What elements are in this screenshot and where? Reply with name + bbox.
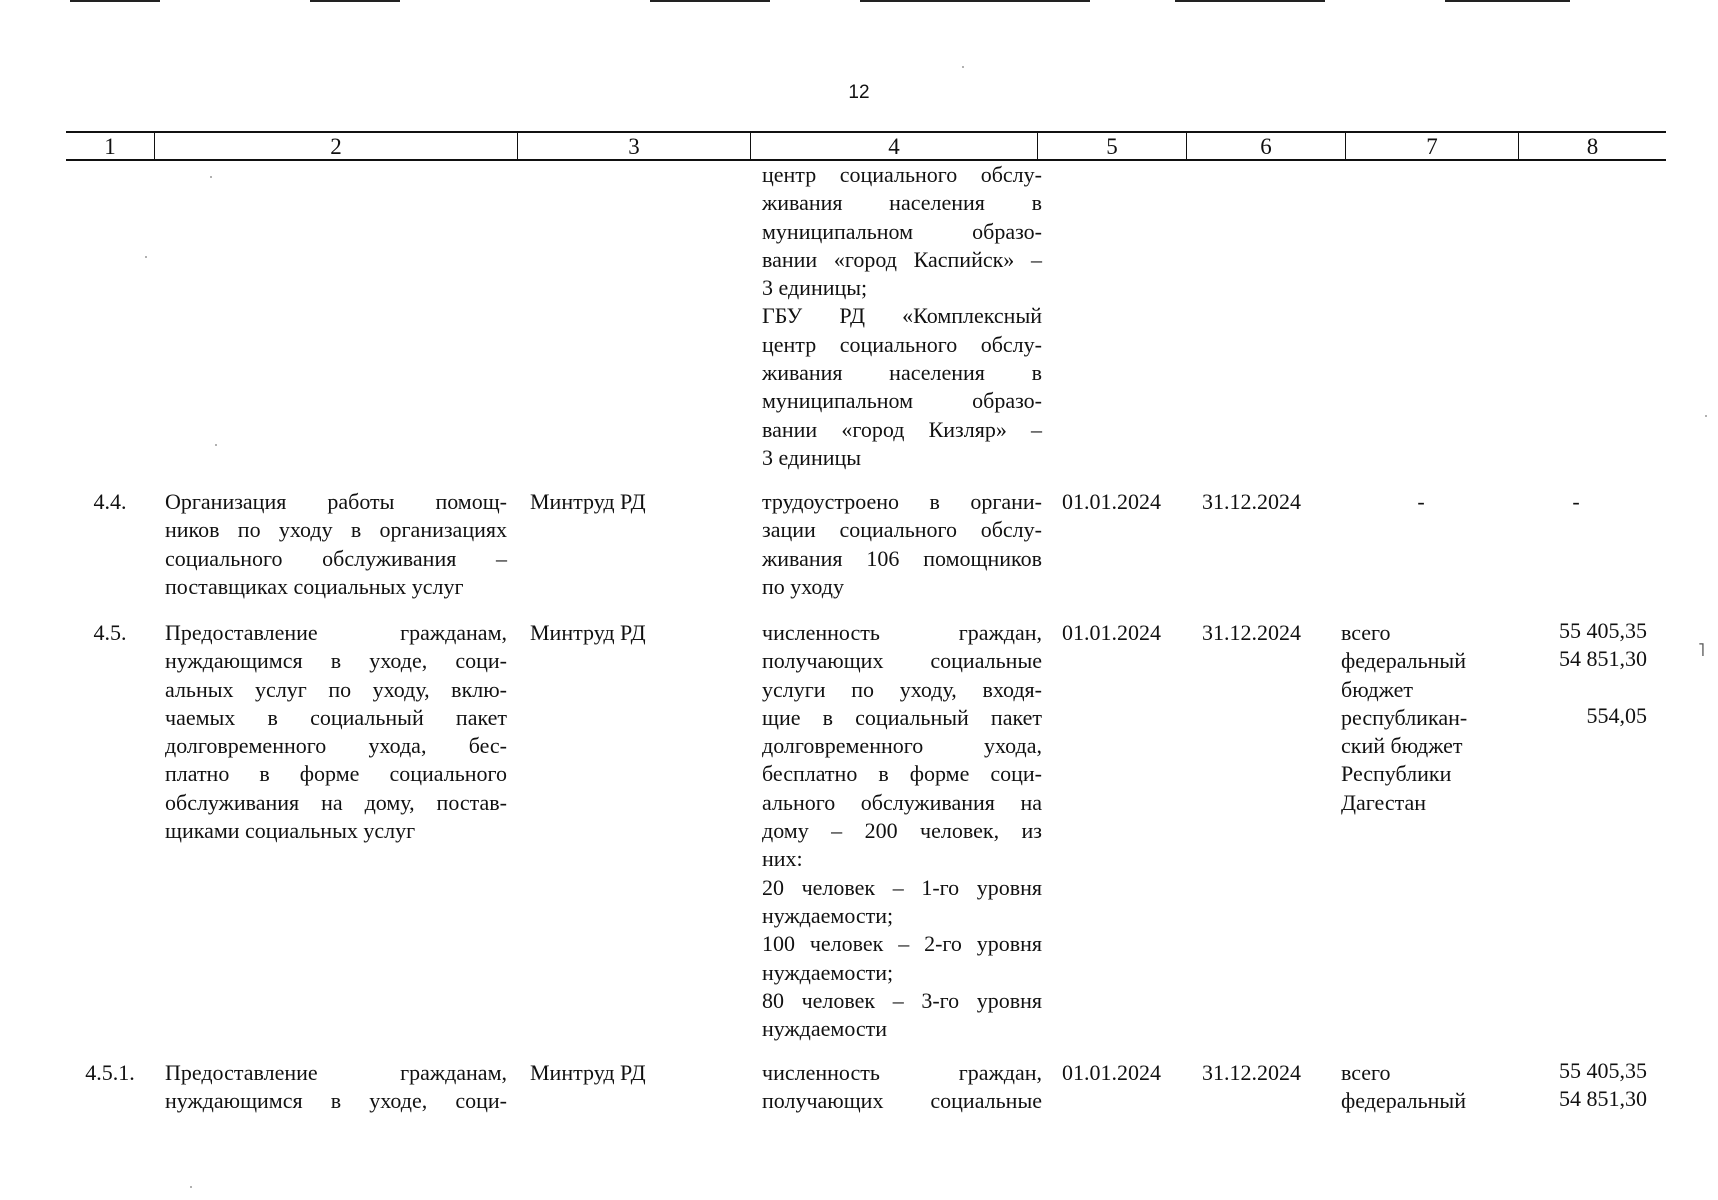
result-cell (762, 1059, 1042, 1116)
scan-edge-mark (70, 0, 160, 2)
row-number: 4.5.1. (85, 1060, 135, 1085)
text-line: Организация работы помощ- (165, 489, 507, 514)
text-line: обслуживания на дому, постав- (165, 789, 507, 815)
scan-edge-mark (860, 0, 1090, 2)
scan-edge-mark (1445, 0, 1570, 2)
header-cell: 5 (1037, 133, 1186, 161)
scan-speck (145, 256, 147, 258)
text-line: ГБУ РД «Комплексный (762, 303, 1042, 329)
text-line: нуждающимся в уходе, соци- (165, 1088, 507, 1114)
text-line: 54 851,30 (1559, 1086, 1647, 1112)
scan-margin-mark: ˥ (1698, 640, 1705, 660)
scan-speck (215, 444, 217, 446)
header-cell: 6 (1186, 133, 1345, 161)
text-line: вании «город Кизляр» – (762, 416, 1042, 442)
text-line: федеральный (1341, 648, 1466, 674)
text-line: Предоставление гражданам, (165, 620, 507, 645)
text-line: центр социального обслу- (762, 162, 1042, 187)
text-line: Дагестан (1341, 789, 1427, 815)
text-line: численность граждан, (762, 620, 1042, 645)
text-line: нуждаемости; (762, 902, 894, 928)
scan-edge-mark (1175, 0, 1325, 2)
amount-cell (1505, 1057, 1647, 1114)
text-line: них: (762, 846, 803, 872)
text-line: ального обслуживания на (762, 789, 1042, 815)
end-date-cell: 31.12.2024 (1202, 620, 1301, 645)
text-line: 55 405,35 (1559, 1058, 1647, 1083)
text-line: - (1572, 489, 1580, 514)
text-line: всего (1341, 620, 1391, 645)
result-cell (762, 619, 1042, 1043)
text-line: Республики (1341, 761, 1452, 787)
text-line: получающих социальные (762, 1088, 1042, 1114)
text-line: социального обслуживания – (165, 545, 507, 571)
scan-edge-mark (650, 0, 770, 2)
measure-name-cell (165, 488, 507, 601)
text-line: 554,05 (1586, 702, 1647, 728)
header-cell: 7 (1345, 133, 1518, 161)
header-cell: 1 (104, 134, 116, 159)
text-line: 100 человек – 2-го уровня (762, 931, 1042, 957)
text-line: ский бюджет (1341, 733, 1463, 759)
end-date-cell: 31.12.2024 (1202, 489, 1301, 514)
text-line: дому – 200 человек, из (762, 818, 1042, 844)
measure-name-cell (165, 1059, 507, 1116)
text-line: живания 106 помощников (762, 545, 1042, 571)
result-cell (762, 488, 1042, 601)
row-number: 4.4. (93, 489, 127, 514)
table-header-row (66, 131, 1666, 161)
text-line: 80 человек – 3-го уровня (762, 987, 1042, 1013)
text-line: нуждающимся в уходе, соци- (165, 648, 507, 674)
header-cell: 8 (1518, 133, 1666, 161)
text-line: щие в социальный пакет (762, 704, 1042, 730)
scan-speck (210, 176, 212, 178)
text-line: долговременного ухода, бес- (165, 733, 507, 759)
text-line: зации социального обслу- (762, 517, 1042, 543)
text-line: нуждаемости; (762, 959, 894, 985)
continuation-result-cell (762, 161, 1042, 472)
scan-speck (190, 1186, 192, 1188)
text-line: щиками социальных услуг (165, 818, 416, 844)
text-line: численность граждан, (762, 1060, 1042, 1085)
text-line: вании «город Каспийск» – (762, 246, 1042, 272)
text-line: получающих социальные (762, 648, 1042, 674)
text-line: 54 851,30 (1559, 646, 1647, 672)
text-line: альных услуг по уходу, вклю- (165, 676, 507, 702)
header-cell: 2 (154, 133, 517, 161)
text-line: долговременного ухода, (762, 733, 1042, 759)
text-line: 3 единицы (762, 444, 862, 470)
end-date-cell: 31.12.2024 (1202, 1060, 1301, 1085)
text-line (1505, 674, 1647, 702)
text-line: бесплатно в форме соци- (762, 761, 1042, 787)
text-line: 20 человек – 1-го уровня (762, 874, 1042, 900)
text-line: центр социального обслу- (762, 331, 1042, 357)
text-line: федеральный (1341, 1088, 1466, 1114)
executor-cell: Минтруд РД (530, 489, 646, 514)
text-line: услуги по уходу, входя- (762, 676, 1042, 702)
text-line: трудоустроено в органи- (762, 489, 1042, 514)
text-line: - (1417, 489, 1425, 514)
page-number: 12 (848, 82, 870, 103)
start-date-cell: 01.01.2024 (1062, 489, 1161, 514)
executor-cell: Минтруд РД (530, 1060, 646, 1085)
scan-speck (1705, 415, 1707, 417)
text-line: муниципальном образо- (762, 388, 1042, 414)
scan-speck (962, 66, 964, 68)
text-line: поставщиках социальных услуг (165, 573, 464, 599)
text-line: 55 405,35 (1559, 618, 1647, 643)
text-line: всего (1341, 1060, 1391, 1085)
amount-cell (1505, 617, 1647, 730)
header-cell: 4 (750, 133, 1037, 161)
funding-source-cell (1341, 619, 1501, 817)
text-line: нуждаемости (762, 1016, 888, 1042)
text-line: живания населения в (762, 190, 1042, 216)
text-line: Предоставление гражданам, (165, 1060, 507, 1085)
text-line: чаемых в социальный пакет (165, 704, 507, 730)
text-line: 3 единицы; (762, 275, 868, 301)
text-line: платно в форме социального (165, 761, 507, 787)
row-number: 4.5. (93, 620, 127, 645)
header-cell: 3 (517, 133, 750, 161)
funding-source-cell (1341, 1059, 1501, 1116)
executor-cell: Минтруд РД (530, 620, 646, 645)
text-line: бюджет (1341, 676, 1413, 702)
funding-source-cell (1341, 488, 1501, 516)
measure-name-cell (165, 619, 507, 845)
text-line: ников по уходу в организациях (165, 517, 507, 543)
start-date-cell: 01.01.2024 (1062, 1060, 1161, 1085)
scan-edge-mark (310, 0, 400, 2)
text-line: по уходу (762, 573, 844, 599)
text-line: живания населения в (762, 360, 1042, 386)
text-line: республикан- (1341, 704, 1468, 730)
text-line: муниципальном образо- (762, 218, 1042, 244)
amount-cell (1505, 488, 1647, 516)
start-date-cell: 01.01.2024 (1062, 620, 1161, 645)
